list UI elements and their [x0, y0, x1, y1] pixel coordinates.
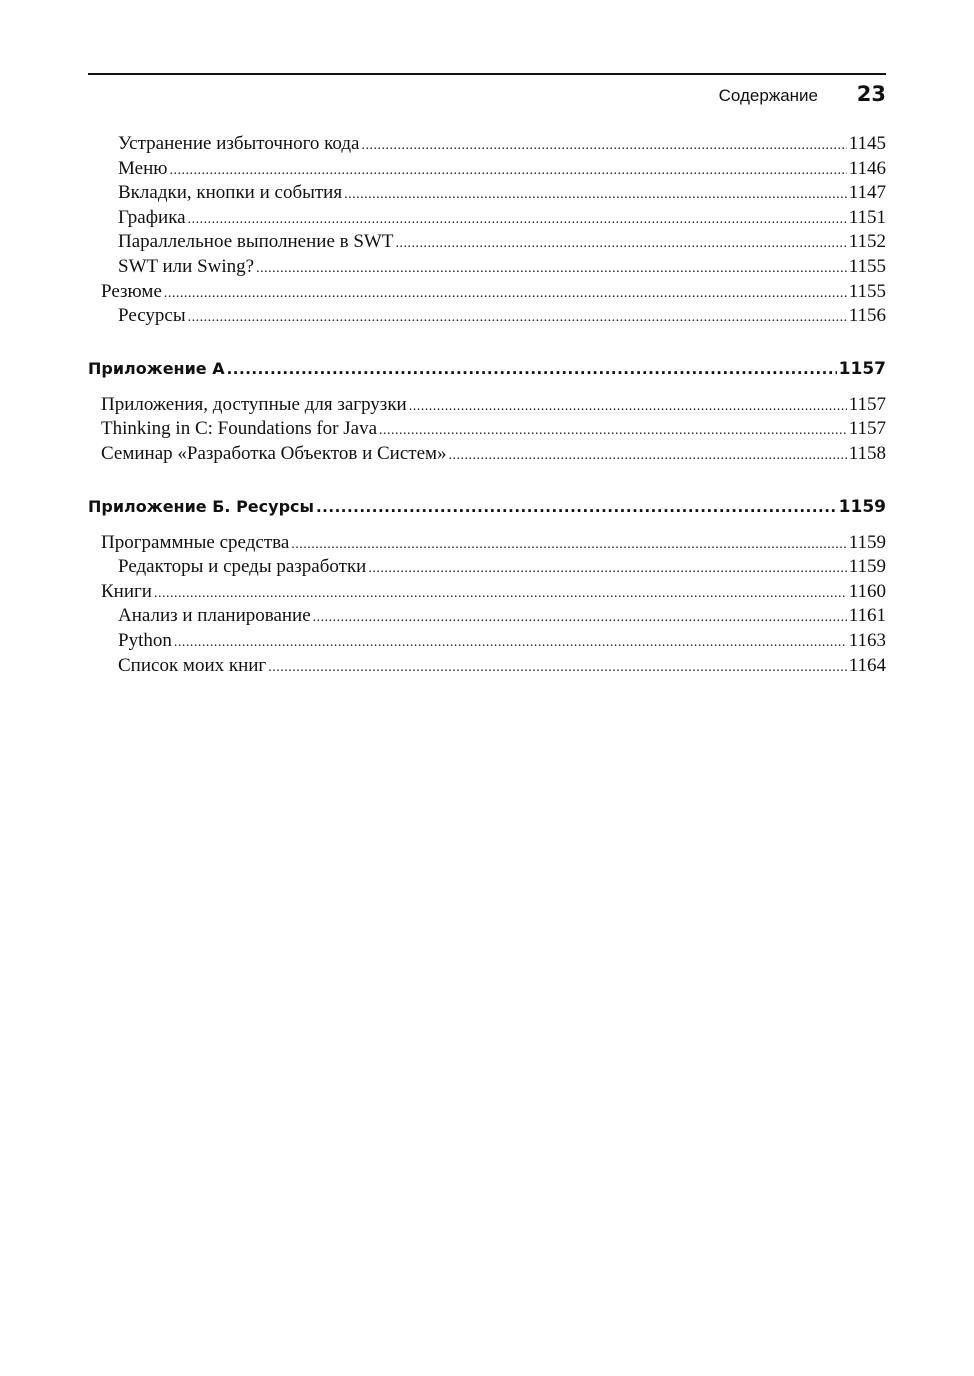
toc-entry-title: Thinking in C: Foundations for Java — [101, 418, 378, 440]
toc-entry-summary[interactable] — [88, 280, 886, 305]
toc-entry-resources[interactable] — [88, 304, 886, 329]
toc-entry-page: 1146 — [848, 157, 886, 179]
toc-entry-page: 1157 — [848, 393, 886, 415]
toc-entry-title: Программные средства — [101, 531, 290, 553]
toc-entry-page: 1159 — [848, 556, 886, 578]
toc-entry-page: 1164 — [848, 654, 886, 676]
toc-entry-title: Меню — [118, 157, 168, 179]
toc-entry[interactable] — [88, 206, 886, 231]
toc-entry-title: Резюме — [101, 280, 162, 302]
dot-leader — [316, 495, 837, 519]
toc-entry[interactable] — [88, 132, 886, 157]
toc-entry[interactable] — [88, 629, 886, 654]
header-rule — [88, 73, 886, 75]
toc-entry-page: 1163 — [848, 629, 886, 651]
toc-entry-page: 1145 — [848, 133, 886, 154]
toc-entry[interactable] — [88, 393, 886, 418]
dot-leader — [409, 395, 847, 420]
chapter-page: 1157 — [838, 358, 886, 379]
toc-entry[interactable] — [88, 157, 886, 182]
toc-entry-title: Редакторы и среды разработки — [118, 556, 367, 578]
dot-leader — [449, 444, 847, 469]
dot-leader — [188, 306, 847, 331]
toc-entry[interactable] — [88, 417, 886, 442]
toc-entry-page: 1155 — [848, 255, 886, 277]
table-of-contents — [88, 132, 886, 678]
toc-entry-page: 1158 — [848, 442, 886, 464]
page-number: 23 — [856, 82, 886, 106]
toc-entry[interactable] — [88, 255, 886, 280]
dot-leader — [227, 357, 837, 381]
toc-entry-page: 1155 — [848, 280, 886, 302]
toc-chapter-appendix-a[interactable] — [88, 357, 886, 381]
toc-chapter-appendix-b[interactable] — [88, 495, 886, 519]
dot-leader — [169, 159, 846, 184]
toc-entry-title: SWT или Swing? — [118, 255, 255, 277]
toc-entry-title: Параллельное выполнение в SWT — [118, 231, 394, 253]
dot-leader — [154, 582, 847, 607]
dot-leader — [174, 631, 847, 656]
running-header-title: Содержание — [718, 86, 818, 105]
dot-leader — [256, 257, 847, 282]
toc-entry-title: Список моих книг — [118, 654, 267, 676]
toc-entry[interactable] — [88, 181, 886, 206]
dot-leader — [268, 656, 846, 681]
dot-leader — [379, 419, 847, 444]
toc-entry-title: Ресурсы — [118, 305, 186, 327]
toc-entry-page: 1152 — [848, 231, 886, 253]
toc-entry-title: Книги — [101, 580, 152, 602]
toc-entry-title: Вкладки, кнопки и события — [118, 182, 343, 204]
toc-entry-title: Семинар «Разработка Объектов и Систем» — [101, 442, 447, 464]
chapter-title: Приложение Б. Ресурсы — [88, 496, 314, 516]
toc-entry[interactable] — [88, 230, 886, 255]
dot-leader — [313, 606, 847, 631]
toc-entry-page: 1156 — [848, 305, 886, 327]
toc-entry[interactable] — [88, 442, 886, 467]
toc-entry[interactable] — [88, 654, 886, 679]
toc-entry-page: 1151 — [848, 206, 886, 228]
dot-leader — [188, 208, 847, 233]
dot-leader — [361, 134, 846, 159]
toc-entry-title: Графика — [118, 206, 186, 228]
dot-leader — [164, 282, 847, 307]
toc-entry[interactable] — [88, 604, 886, 629]
toc-entry-page: 1147 — [848, 182, 886, 204]
chapter-title: Приложение А — [88, 358, 225, 378]
toc-entry-books[interactable] — [88, 580, 886, 605]
toc-entry-title: Python — [118, 629, 172, 651]
dot-leader — [344, 183, 847, 208]
dot-leader — [395, 232, 846, 257]
dot-leader — [291, 533, 846, 558]
dot-leader — [368, 557, 846, 582]
toc-entry-title: Анализ и планирование — [118, 605, 311, 627]
chapter-page: 1159 — [838, 496, 886, 517]
toc-entry-title: Приложения, доступные для загрузки — [101, 393, 407, 415]
toc-entry-page: 1161 — [848, 605, 886, 627]
toc-entry-page: 1157 — [848, 418, 886, 440]
toc-entry-page: 1160 — [848, 580, 886, 602]
toc-entry-title: Устранение избыточного кода — [118, 133, 360, 154]
toc-entry-software[interactable] — [88, 531, 886, 556]
toc-entry-page: 1159 — [848, 531, 886, 553]
toc-entry-editors[interactable] — [88, 555, 886, 580]
